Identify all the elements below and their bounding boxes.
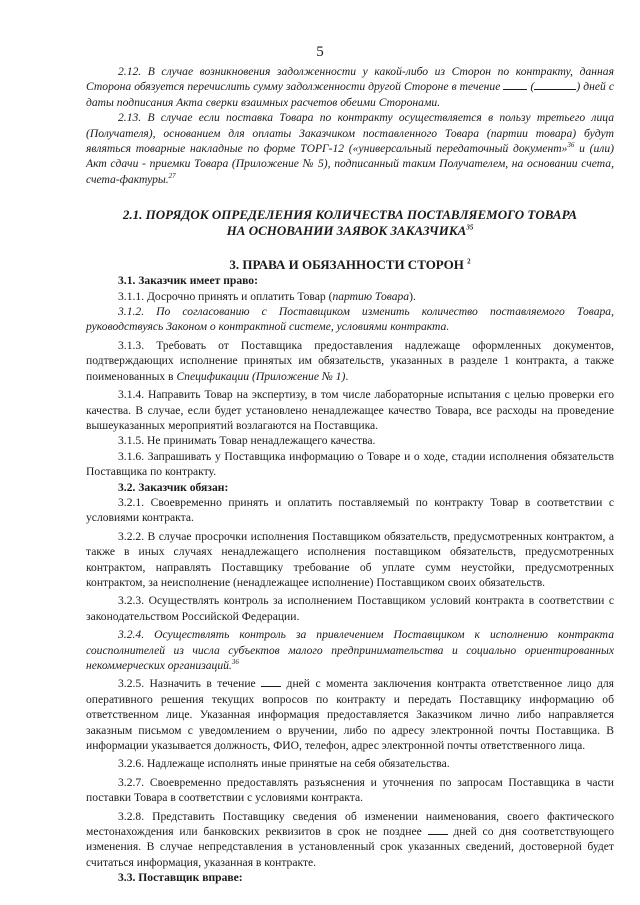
clause-3-2-5 <box>86 676 614 753</box>
clause-3-2-8-text: 3.2.8. Представить Поставщику сведения об изменении наименования, своего фактического местонахождения или банковских реквизитов в срок не позднее <box>86 809 614 839</box>
clause-2-12 <box>86 64 614 110</box>
page-number: 5 <box>316 44 324 60</box>
clause-3-1-3-end: . <box>345 369 349 383</box>
blank-days-number <box>503 79 527 90</box>
clause-3-1-3 <box>86 338 614 384</box>
clause-3-1-6: 3.1.6. Запрашивать у Поставщика информацию о Товаре и о ходе, стадии исполнения обязательств Поставщика по контракту. <box>86 449 614 479</box>
clause-3-2-4-text: 3.2.4. Осуществлять контроль за привлечением Поставщиком к исполнению контракта соисполнителей из числа субъектов малого предпринимательства и социально ориентированных некоммерческих организаций. <box>86 628 614 672</box>
subsection-title-3-2: 3.2. Заказчик обязан: <box>118 480 229 494</box>
clause-3-1-2: 3.1.2. По согласованию с Поставщиком изменить количество поставляемого Товара, руководствуясь Законом о контрактной системе, условиями контракта. <box>86 305 614 334</box>
blank-days-words <box>534 79 576 90</box>
subsection-title-3-1: 3.1. Заказчик имеет право: <box>118 274 258 288</box>
clause-3-1-1-text: 3.1.1. Досрочно принять и оплатить Товар ( <box>118 289 333 303</box>
clause-3-1-3-italic: Спецификации (Приложение № 1) <box>176 369 346 383</box>
clause-3-1-3-text: 3.1.3. Требовать от Поставщика предоставления надлежаще оформленных документов, подтверждающих исполнение принятых им обязательств, указанных в разделе 1 контракта, а также поименованных в <box>86 338 614 383</box>
clause-2-12-paren: ( <box>530 80 535 94</box>
document-body <box>86 64 614 886</box>
footnote-ref-2: 2 <box>467 257 471 266</box>
clause-2-13-mid: и (или) Акт сдачи - приемки Товара (Приложение № 5), подписанный таким Получателем, на основании счета, счета-фактуры. <box>86 142 615 186</box>
clause-3-2-2: 3.2.2. В случае просрочки исполнения Поставщиком обязательств, предусмотренных контрактом, а также в иных случаях ненадлежащего исполнения поставщиком обязательств, предусмотренных контрактом, направлять Поставщику требование об уплате сумм неустойки, предусмотренных контрактом, за неисполнение (ненадлежащее исполнение) Поставщиком своих обязательств. <box>86 529 614 589</box>
clause-2-12-tail: ) дней с даты подписания Акта сверки взаимных расчетов обеими Сторонами. <box>86 80 614 109</box>
clause-2-12-text: 2.12. В случае возникновения задолженности у какой-либо из Сторон по контракту, данная Сторона обязуется перечислить сумму задолженности другой Стороне в течение <box>86 65 614 94</box>
clause-2-13 <box>86 110 614 187</box>
clause-3-2-4 <box>86 627 614 673</box>
footnote-ref-35: 35 <box>466 223 474 232</box>
blank-days-3-2-5 <box>261 676 281 687</box>
clause-3-1-1-end: ). <box>409 289 416 303</box>
clause-3-1-1-italic: партию Товара <box>332 289 410 303</box>
clause-3-1-4: 3.1.4. Направить Товар на экспертизу, в том числе лабораторные испытания с целью проверки его качества. В случае, если будет установлено ненадлежащее качество Товара, все расходы на проведение вышеуказанных мероприятий возлагаются на Поставщика. <box>86 388 614 432</box>
blank-days-3-2-8 <box>428 824 448 835</box>
clause-2-13-text: 2.13. В случае если поставка Товара по контракту осуществляется в пользу третьего лица (Получателя), основанием для оплаты Заказчиком поставленного Товара (партии товара) будут являться товарные накладные по форме ТОРГ-12 («универсальный передаточный документ» <box>86 111 614 156</box>
section-heading-2-1 <box>86 207 614 239</box>
footnote-ref-36: 36 <box>567 141 575 150</box>
footnote-ref-36b: 36 <box>231 658 239 667</box>
section-heading-2-1-line2: НА ОСНОВАНИИ ЗАЯВОК ЗАКАЗЧИКА <box>226 223 467 239</box>
clause-3-2-8-tail: дней со дня соответствующего изменения. В случае непредставления в установленный срок указанных сведений, достоверной будет считаться информация, указанная в контракте. <box>86 825 614 869</box>
section-heading-3 <box>86 257 614 273</box>
footnote-ref-27: 27 <box>168 171 176 180</box>
section-heading-2-1-line1: 2.1. ПОРЯДОК ОПРЕДЕЛЕНИЯ КОЛИЧЕСТВА ПОСТАВЛЯЕМОГО ТОВАРА <box>122 207 578 223</box>
clause-3-2-8 <box>86 809 614 871</box>
clause-3-2-6: 3.2.6. Надлежаще исполнять иные принятые на себя обязательства. <box>118 757 450 771</box>
clause-3-2-3: 3.2.3. Осуществлять контроль за исполнением Поставщиком условий контракта в соответствии с законодательством Российской Федерации. <box>86 594 614 623</box>
clause-3-1-5: 3.1.5. Не принимать Товар ненадлежащего качества. <box>118 434 376 448</box>
clause-3-2-7: 3.2.7. Своевременно предоставлять разъяснения и уточнения по запросам Поставщика в части поставки Товара в соответствии с условиями контракта. <box>86 775 614 805</box>
clause-3-2-1: 3.2.1. Своевременно принять и оплатить поставляемый по контракту Товар в соответствии с условиями контракта. <box>86 495 614 525</box>
section-heading-3-text: 3. ПРАВА И ОБЯЗАННОСТИ СТОРОН <box>229 257 464 273</box>
clause-3-2-5-text: 3.2.5. Назначить в течение <box>118 677 262 691</box>
subsection-title-3-3: 3.3. Поставщик вправе: <box>118 871 243 885</box>
clause-3-1-1 <box>86 289 614 304</box>
clause-3-2-5-tail: дней с момента заключения контракта ответственное лицо для оперативного решения текущих вопросов по контракту и передать Поставщику информацию об ответственном лице. Указанная информация предоставляется Заказчиком лично либо направляется заказным письмом с уведомлением о вручении, либо по адресу электронной почты Поставщика. В информации указывается должность, ФИО, телефон, адрес электронной почты ответственного лица. <box>86 677 614 753</box>
